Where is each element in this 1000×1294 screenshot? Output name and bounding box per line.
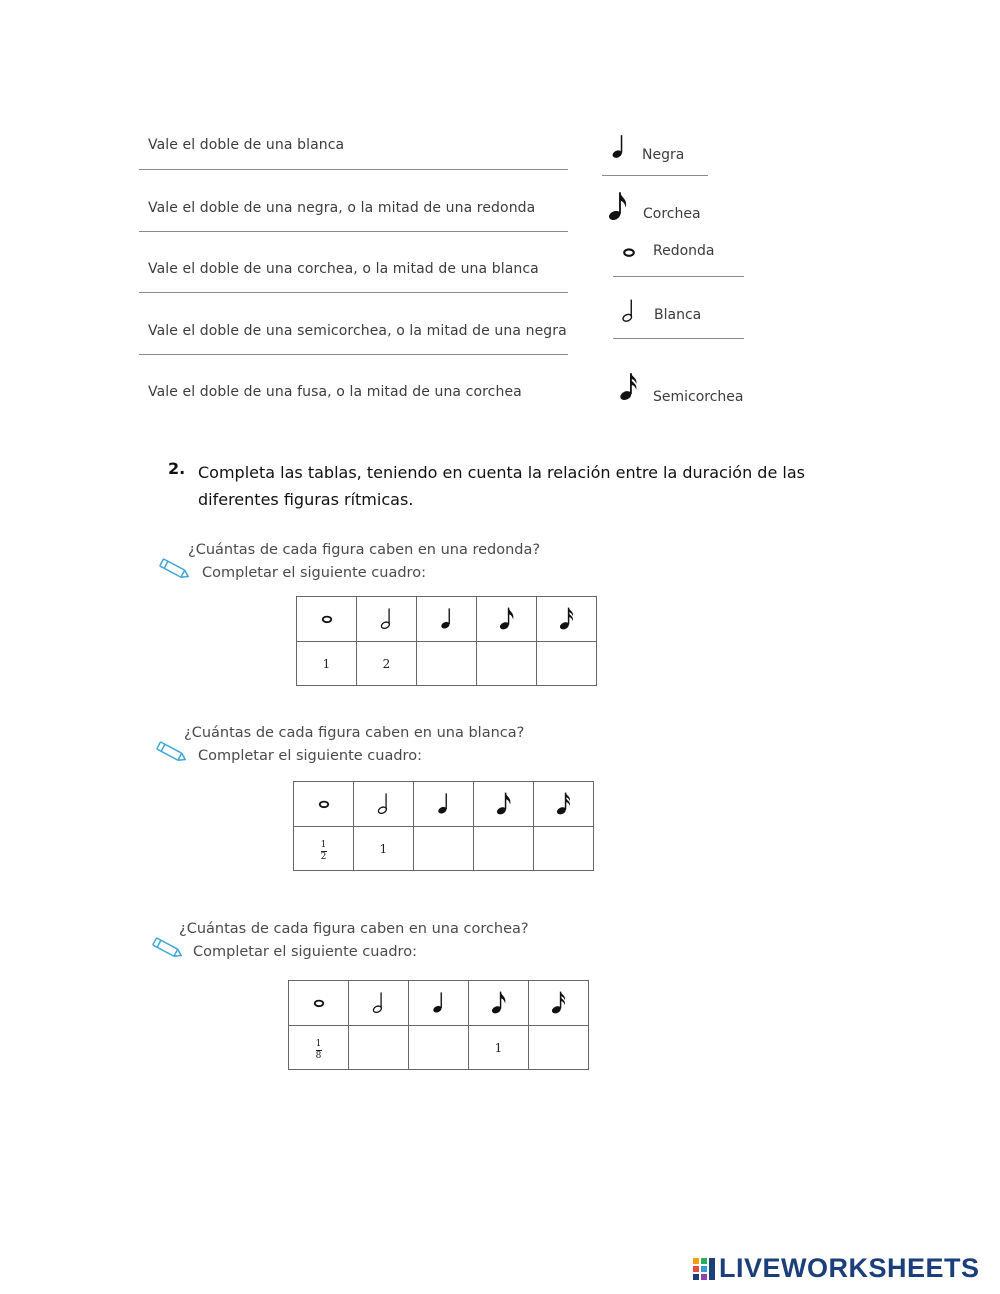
eighth-note-icon — [495, 790, 513, 816]
cell-blanca: 1 — [354, 827, 414, 871]
header-semicorchea — [529, 981, 589, 1026]
whole-note-icon — [320, 611, 334, 625]
note-underline-blanca — [613, 338, 744, 339]
question-text: Completa las tablas, teniendo en cuenta la relación entre la duración de las diferentes figuras rítmicas. — [198, 463, 805, 509]
cell-semicorchea-input[interactable] — [534, 827, 594, 871]
cell-semicorchea-input[interactable] — [529, 1026, 589, 1070]
fraction-half — [321, 841, 327, 862]
header-blanca — [354, 782, 414, 827]
header-corchea — [477, 597, 537, 642]
header-redonda — [294, 782, 354, 827]
prompt-instruction-2: Completar el siguiente cuadro: — [198, 748, 422, 764]
quarter-note-icon — [436, 791, 452, 815]
half-note-icon — [376, 791, 392, 815]
header-corchea — [469, 981, 529, 1026]
note-label-negra: Negra — [642, 147, 685, 163]
fraction-eighth — [316, 1040, 322, 1061]
sixteenth-note-icon — [558, 605, 576, 631]
note-item-negra[interactable] — [610, 129, 684, 163]
note-label-corchea: Corchea — [643, 205, 701, 222]
cell-blanca: 2 — [357, 642, 417, 686]
prompt-instruction-3: Completar el siguiente cuadro: — [193, 944, 417, 960]
cell-negra-input[interactable] — [417, 642, 477, 686]
header-redonda — [297, 597, 357, 642]
sixteenth-note-icon — [555, 790, 573, 816]
answer-line-1[interactable] — [139, 169, 568, 170]
whole-note-icon — [317, 796, 331, 810]
question-number: 2. — [168, 459, 186, 478]
cell-corchea-input[interactable] — [474, 827, 534, 871]
note-item-corchea[interactable] — [607, 189, 701, 222]
header-negra — [417, 597, 477, 642]
header-semicorchea — [537, 597, 597, 642]
quarter-note-icon — [439, 606, 455, 630]
prompt-question-3: ¿Cuántas de cada figura caben en una corchea? — [179, 921, 529, 937]
cell-corchea: 1 — [469, 1026, 529, 1070]
definition-5: Vale el doble de una fusa, o la mitad de una corchea — [148, 384, 522, 400]
eighth-note-icon — [490, 989, 508, 1015]
note-item-blanca[interactable] — [620, 297, 701, 323]
figures-table-blanca — [293, 781, 594, 871]
eighth-note-icon — [498, 605, 516, 631]
figures-table-corchea — [288, 980, 589, 1070]
cell-redonda: 1 — [297, 642, 357, 686]
logo-text: LIVEWORKSHEETS — [719, 1253, 980, 1283]
cell-blanca-input[interactable] — [349, 1026, 409, 1070]
cell-corchea-input[interactable] — [477, 642, 537, 686]
figures-table-redonda — [296, 596, 597, 686]
definition-1: Vale el doble de una blanca — [148, 137, 345, 153]
sixteenth-note-icon — [550, 989, 568, 1015]
answer-line-2[interactable] — [139, 231, 568, 232]
quarter-note-icon — [610, 131, 628, 161]
whole-note-icon — [621, 243, 637, 259]
header-negra — [409, 981, 469, 1026]
fraction-numerator: 1 — [315, 1038, 322, 1049]
whole-note-icon — [312, 995, 326, 1009]
note-label-semicorchea: Semicorchea — [653, 389, 744, 405]
half-note-icon — [371, 990, 387, 1014]
prompt-question-1: ¿Cuántas de cada figura caben en una redonda? — [188, 542, 541, 558]
note-item-semicorchea[interactable] — [618, 367, 744, 405]
answer-line-3[interactable] — [139, 292, 568, 293]
cell-redonda — [289, 1026, 349, 1070]
fraction-numerator: 1 — [320, 839, 327, 850]
cell-negra-input[interactable] — [409, 1026, 469, 1070]
sixteenth-note-icon — [618, 370, 640, 402]
header-negra — [414, 782, 474, 827]
note-label-blanca: Blanca — [654, 307, 702, 323]
definition-2: Vale el doble de una negra, o la mitad de una redonda — [148, 200, 536, 216]
note-label-redonda: Redonda — [653, 243, 715, 259]
prompt-question-2: ¿Cuántas de cada figura caben en una blanca? — [184, 725, 525, 741]
eighth-note-icon — [607, 189, 629, 222]
cell-semicorchea-input[interactable] — [537, 642, 597, 686]
half-note-icon — [379, 606, 395, 630]
header-semicorchea — [534, 782, 594, 827]
half-note-icon — [620, 297, 638, 323]
header-corchea — [474, 782, 534, 827]
note-underline-negra — [602, 175, 708, 176]
definition-4: Vale el doble de una semicorchea, o la mitad de una negra — [148, 323, 567, 339]
answer-line-4[interactable] — [139, 354, 568, 355]
prompt-instruction-1: Completar el siguiente cuadro: — [202, 565, 426, 581]
liveworksheets-logo[interactable] — [692, 1253, 980, 1284]
cell-redonda — [294, 827, 354, 871]
pencil-icon — [156, 556, 192, 582]
note-item-redonda[interactable] — [621, 243, 715, 259]
fraction-denominator: 8 — [315, 1050, 322, 1061]
header-blanca — [349, 981, 409, 1026]
header-blanca — [357, 597, 417, 642]
header-redonda — [289, 981, 349, 1026]
definition-3: Vale el doble de una corchea, o la mitad de una blanca — [148, 261, 539, 277]
note-underline-redonda — [613, 276, 744, 277]
cell-negra-input[interactable] — [414, 827, 474, 871]
liveworksheets-logo-icon — [692, 1257, 716, 1281]
fraction-denominator: 2 — [320, 851, 327, 862]
quarter-note-icon — [431, 990, 447, 1014]
